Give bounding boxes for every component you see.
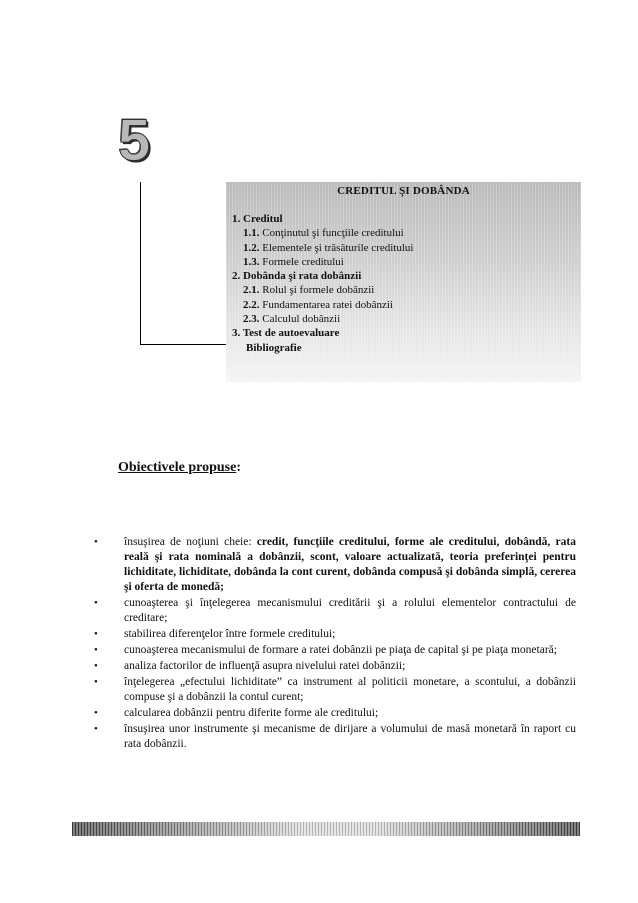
toc-item <box>232 283 413 297</box>
toc-item-text: Creditul <box>243 213 283 225</box>
objectives-heading-text: Obiectivele propuse <box>118 460 237 475</box>
toc-item-number: 2.2. <box>243 298 260 311</box>
toc-item-text: Rolul şi formele dobânzii <box>262 284 375 297</box>
toc-item <box>232 226 413 240</box>
chapter-bracket-vertical <box>140 182 141 345</box>
toc-item-number: 1. <box>232 213 241 225</box>
list-item <box>94 596 576 626</box>
list-item <box>94 722 576 752</box>
toc-list <box>232 212 413 355</box>
bullet-icon: • <box>94 597 98 609</box>
list-item-text: cunoaşterea şi înţelegerea mecanismului creditării şi a rolului elementelor contractului de creditare; <box>124 597 576 624</box>
toc-item <box>232 241 413 255</box>
toc-item-text: Bibliografie <box>246 341 302 354</box>
chapter-number: 5 <box>118 108 151 173</box>
toc-item <box>232 341 413 355</box>
toc-title: CREDITUL ŞI DOBÂNDA <box>337 185 470 197</box>
objectives-list <box>94 535 576 753</box>
objectives-heading <box>118 460 241 476</box>
toc-item <box>232 312 413 326</box>
list-item-text: însuşirea unor instrumente şi mecanisme de dirijare a volumului de masă monetară în raport cu rata dobânzii. <box>124 723 576 750</box>
bullet-icon: • <box>94 660 98 672</box>
list-item-text: stabilirea diferenţelor între formele creditului; <box>124 628 336 640</box>
toc-item-text: Dobânda şi rata dobânzii <box>243 270 362 283</box>
toc-box <box>226 182 581 382</box>
bullet-icon: • <box>94 676 98 688</box>
toc-item-text: Formele creditului <box>262 255 344 268</box>
list-item-keywords: credit, funcţiile creditului, forme ale creditului, dobândă, rata reală şi rata nominală a dobânzii, scont, valoare actualizată, teoria preferinţei pentru lichiditate, lichiditate, dobânda la cont curent, dobânda compusă şi dobânda simplă, cererea şi oferta de monedă; <box>124 536 576 593</box>
toc-item <box>232 326 413 340</box>
toc-item-number: 1.1. <box>243 227 260 240</box>
list-item <box>94 659 576 674</box>
toc-item <box>232 212 413 226</box>
bullet-icon: • <box>94 707 98 719</box>
toc-item-text: Conţinutul şi funcţiile creditului <box>262 227 404 240</box>
toc-item <box>232 298 413 312</box>
toc-item-number: 2. <box>232 270 241 283</box>
list-item <box>94 643 576 658</box>
chapter-bracket-horizontal <box>140 344 230 345</box>
toc-item-number: 3. <box>232 327 241 340</box>
toc-item-text: Elementele şi trăsăturile creditului <box>262 241 414 254</box>
toc-item-number: 2.1. <box>243 284 260 297</box>
bullet-icon: • <box>94 536 98 548</box>
list-item-text: calcularea dobânzii pentru diferite forme ale creditului; <box>124 707 379 719</box>
objectives-heading-colon: : <box>236 460 242 475</box>
toc-item-number: 2.3. <box>243 313 260 326</box>
list-item-text: analiza factorilor de influenţă asupra nivelului ratei dobânzii; <box>124 660 406 672</box>
toc-item-text: Calculul dobânzii <box>262 313 341 326</box>
bullet-icon: • <box>94 644 98 656</box>
list-item <box>94 675 576 705</box>
footer-decorative-bar <box>72 822 580 836</box>
toc-item-text: Test de autoevaluare <box>242 327 340 340</box>
list-item <box>94 706 576 721</box>
list-item <box>94 535 576 595</box>
toc-item <box>232 255 413 269</box>
bullet-icon: • <box>94 628 98 640</box>
list-item-text: înţelegerea „efectului lichiditate” ca instrument al politicii monetare, a scontului, a dobânzii compuse şi a dobânzii la contul curent; <box>124 676 576 703</box>
toc-item-text: Fundamentarea ratei dobânzii <box>262 298 393 311</box>
list-item-text: cunoaşterea mecanismului de formare a ratei dobânzii pe piaţa de capital şi pe piaţa monetară; <box>124 644 557 656</box>
toc-item-number: 1.2. <box>243 241 260 254</box>
toc-item-number: 1.3. <box>243 255 260 268</box>
list-item-text: însuşirea de noţiuni cheie: <box>124 536 257 548</box>
toc-item <box>232 269 413 283</box>
bullet-icon: • <box>94 723 98 735</box>
list-item <box>94 627 576 642</box>
